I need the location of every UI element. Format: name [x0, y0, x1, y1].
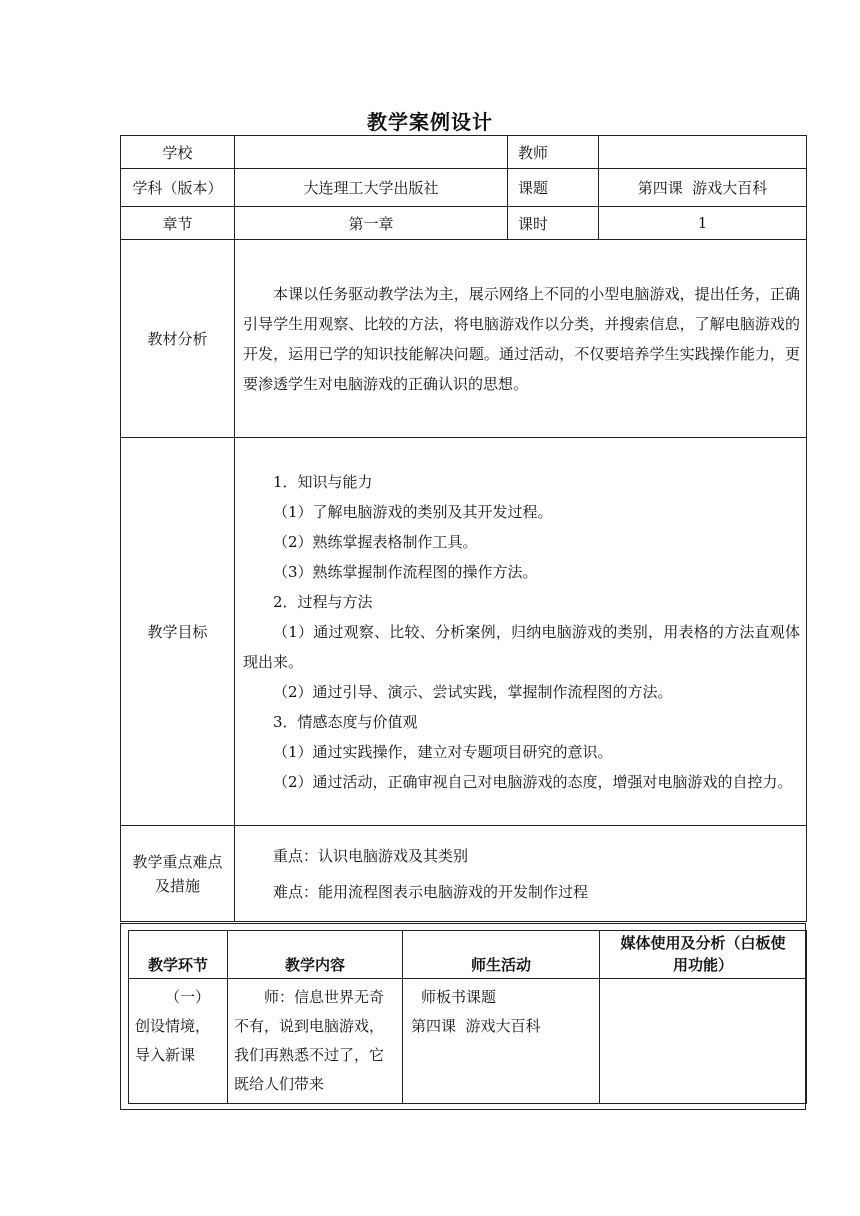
difficulty-text: 难点：能用流程图表示电脑游戏的开发制作过程 — [273, 882, 589, 901]
period-value: 1 — [599, 207, 807, 240]
goal-line: （2）熟练掌握表格制作工具。 — [273, 532, 478, 551]
table-row — [121, 438, 807, 826]
chapter-label: 章节 — [121, 207, 235, 240]
goal-line: 3．情感态度与价值观 — [273, 712, 418, 731]
goals-label: 教学目标 — [121, 438, 235, 826]
focus-text: 重点：认识电脑游戏及其类别 — [273, 846, 469, 865]
activity-cell — [403, 979, 600, 1104]
goal-line: （3）熟练掌握制作流程图的操作方法。 — [273, 562, 538, 581]
analysis-text: 本课以任务驱动教学法为主，展示网络上不同的小型电脑游戏，提出任务，正确引导学生用观察、比较的方法，将电脑游戏作以分类，并搜索信息，了解电脑游戏的开发，运用已学的知识技能解决问题。通过活动，不仅要培养学生实践操作能力，更要渗透学生对电脑游戏的正确认识的思想。 — [243, 284, 800, 393]
goal-line: （2）通过活动，正确审视自己对电脑游戏的态度，增强对电脑游戏的自控力。 — [273, 772, 793, 791]
analysis-label: 教材分析 — [121, 240, 235, 438]
topic-label: 课题 — [508, 169, 599, 207]
table-row — [129, 931, 807, 979]
subject-value: 大连理工大学出版社 — [235, 169, 508, 207]
topic-value: 第四课 游戏大百科 — [599, 169, 807, 207]
chapter-value: 第一章 — [235, 207, 508, 240]
goal-line: （1）通过观察、比较、分析案例，归纳电脑游戏的类别，用表格的方法直观体现出来。 — [243, 622, 800, 671]
content-cell: 师：信息世界无奇不有，说到电脑游戏，我们再熟悉不过了，它既给人们带来 — [228, 979, 403, 1104]
header-activity: 师生活动 — [403, 931, 600, 979]
goal-line: （2）通过引导、演示、尝试实践，掌握制作流程图的方法。 — [273, 682, 673, 701]
activity-line: 师板书课题 — [421, 988, 497, 1006]
school-value — [235, 136, 508, 169]
table-row — [121, 240, 807, 438]
teacher-value — [599, 136, 807, 169]
goal-line: （1）通过实践操作，建立对专题项目研究的意识。 — [273, 742, 613, 761]
period-label: 课时 — [508, 207, 599, 240]
subject-label: 学科（版本） — [121, 169, 235, 207]
goal-line: 1．知识与能力 — [273, 472, 373, 491]
activity-line: 第四课 游戏大百科 — [411, 1017, 541, 1035]
lesson-info-table — [120, 135, 807, 922]
table-row — [121, 136, 807, 169]
teacher-label: 教师 — [508, 136, 599, 169]
goal-line: （1）了解电脑游戏的类别及其开发过程。 — [273, 502, 553, 521]
teaching-steps-table — [128, 930, 807, 1104]
media-cell — [600, 979, 807, 1104]
table-row — [129, 979, 807, 1104]
stage-cell: （一）创设情境，导入新课 — [129, 979, 228, 1104]
table-row — [121, 169, 807, 207]
table-row — [121, 207, 807, 240]
header-content: 教学内容 — [228, 931, 403, 979]
goals-cell — [235, 438, 807, 826]
keypoints-label: 教学重点难点及措施 — [121, 826, 235, 922]
goal-line: 2．过程与方法 — [273, 592, 373, 611]
school-label: 学校 — [121, 136, 235, 169]
header-stage: 教学环节 — [129, 931, 228, 979]
table-row — [121, 826, 807, 922]
header-media: 媒体使用及分析（白板使用功能） — [600, 931, 807, 979]
analysis-cell — [235, 240, 807, 438]
keypoints-cell — [235, 826, 807, 922]
document-title: 教学案例设计 — [367, 110, 493, 134]
